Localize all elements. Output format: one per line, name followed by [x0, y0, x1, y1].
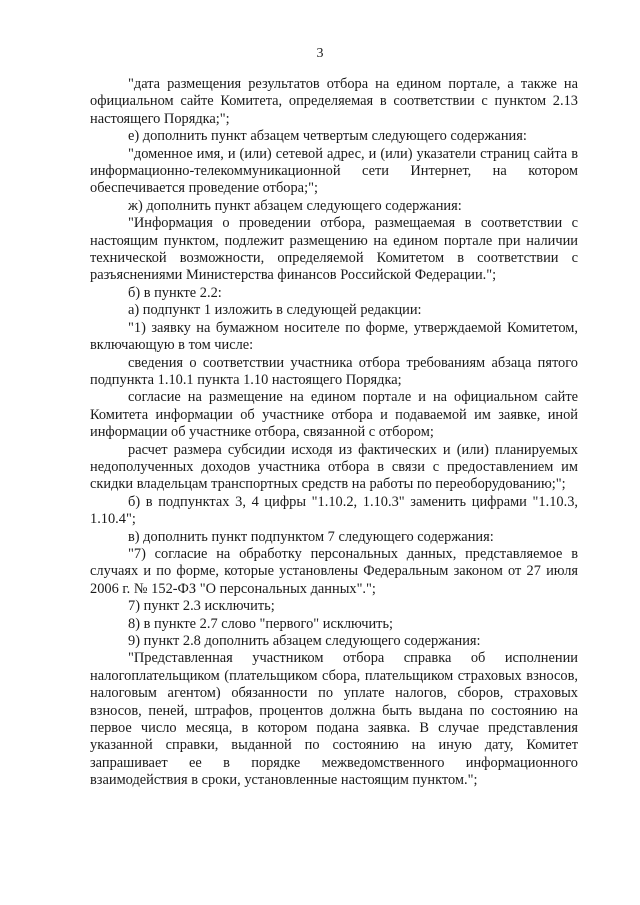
- paragraph: "7) согласие на обработку персональных данных, представляемое в случаях и по форме, которые установлены Федеральным законом от 27 июля 2006 г. № 152-ФЗ "О персональных данных".";: [90, 545, 578, 597]
- paragraph: 8) в пункте 2.7 слово "первого" исключить;: [128, 615, 394, 632]
- paragraph: а) подпункт 1 изложить в следующей редакции:: [128, 302, 422, 319]
- paragraph: б) в подпунктах 3, 4 цифры "1.10.2, 1.10.3" заменить цифрами "1.10.3, 1.10.4";: [90, 493, 578, 528]
- paragraph: 9) пункт 2.8 дополнить абзацем следующего содержания:: [128, 633, 481, 649]
- paragraph: в) дополнить пункт подпунктом 7 следующего содержания:: [128, 528, 494, 545]
- paragraph: е) дополнить пункт абзацем четвертым следующего содержания:: [128, 128, 527, 145]
- paragraph: сведения о соответствии участника отбора требованиям абзаца пятого подпункта 1.10.1 пункта 1.10 настоящего Порядка;: [90, 354, 578, 388]
- paragraph: "1) заявку на бумажном носителе по форме, утверждаемой Комитетом, включающую в том числе:: [90, 319, 578, 354]
- paragraph: 7) пункт 2.3 исключить;: [128, 598, 275, 615]
- paragraph: б) в пункте 2.2:: [128, 284, 222, 301]
- document-body: [90, 76, 578, 790]
- paragraph: согласие на размещение на едином портале и на официальном сайте Комитета информации об участнике отбора и подаваемой им заявке, иной информации об участнике отбора, связанной с отбором;: [90, 389, 578, 441]
- paragraph: расчет размера субсидии исходя из фактических и (или) планируемых недополученных доходов участника отбора в связи с предоставлением им скидки владельцам транспортных средств на работы по переоборудованию;";: [90, 441, 578, 493]
- paragraph: "дата размещения результатов отбора на едином портале, а также на официальном сайте Комитета, определяемая в соответствии с пунктом 2.13 настоящего Порядка;";: [90, 76, 578, 127]
- paragraph: "Информация о проведении отбора, размещаемая в соответствии с настоящим пунктом, подлежит размещению на едином портале при наличии технической возможности, определяемой Комитетом в соответствии с разъяснениями Министерства финансов Российской Федерации.";: [90, 215, 578, 284]
- page-number: 3: [316, 46, 324, 61]
- paragraph: ж) дополнить пункт абзацем следующего содержания:: [128, 197, 462, 214]
- paragraph: "Представленная участником отбора справка об исполнении налогоплательщиком (плательщиком сбора, плательщиком страховых взносов, налоговым агентом) обязанности по уплате налогов, сборов, страховых взносов, пеней, штрафов, процентов должна быть выдана по состоянию на первое число месяца, в котором подана заявка. В случае представления указанной справки, выданной по состоянию на иную дату, Комитет запрашивает ее в порядке межведомственного информационного взаимодействия в сроки, установленные настоящим пунктом.";: [90, 650, 578, 789]
- paragraph: "доменное имя, и (или) сетевой адрес, и (или) указатели страниц сайта в информационно-телекоммуникационной сети Интернет, на котором обеспечивается проведение отбора;";: [90, 145, 578, 197]
